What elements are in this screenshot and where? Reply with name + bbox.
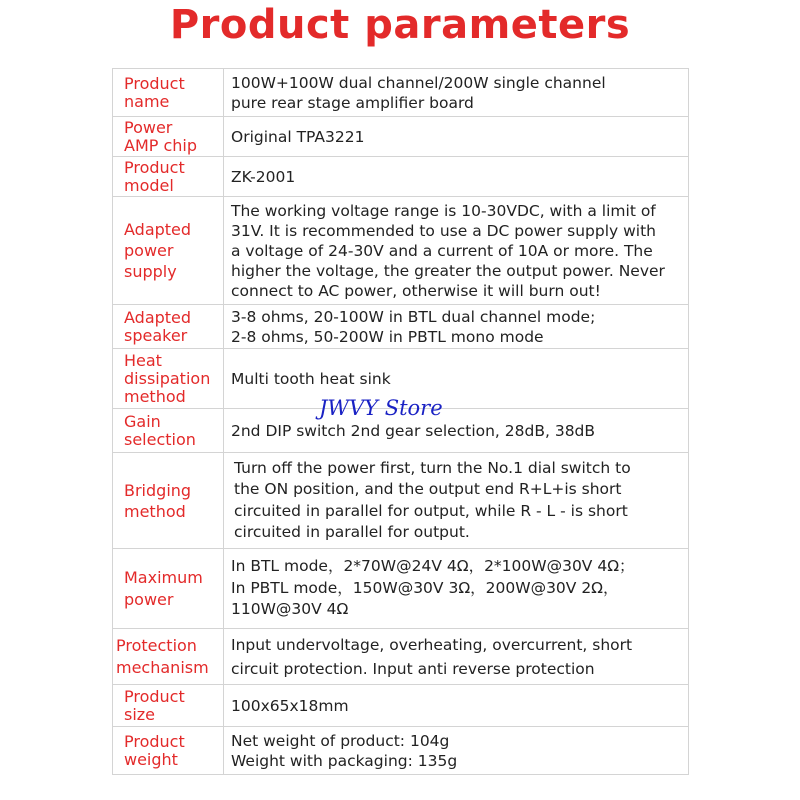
table-row	[113, 157, 689, 197]
product-name-label: Product name	[124, 73, 185, 111]
row-value-cell	[224, 629, 689, 685]
row-value-cell	[224, 409, 689, 453]
row-value-cell	[224, 727, 689, 775]
row-value-cell	[224, 197, 689, 305]
row-label-cell	[113, 69, 224, 117]
adapted-power-supply-value: The working voltage range is 10-30VDC, with a limit of 31V. It is recommended to use a DC power supply with a voltage of 24-30V and a current of 10A or more. The higher the voltage, the greater the output power. Never connect to AC power, otherwise it will burn out!	[231, 201, 665, 300]
product-weight-value: Net weight of product: 104g Weight with packaging: 135g	[231, 731, 458, 770]
gain-selection-value: 2nd DIP switch 2nd gear selection, 28dB, 38dB	[231, 421, 596, 440]
table-row	[113, 197, 689, 305]
table-row	[113, 117, 689, 157]
power-amp-chip-label: Power AMP chip	[124, 117, 198, 155]
row-value-cell	[224, 549, 689, 629]
heat-dissipation-value: Multi tooth heat sink	[231, 369, 391, 388]
product-name-value: 100W+100W dual channel/200W single channel pure rear stage amplifier board	[231, 73, 606, 112]
row-label-cell	[113, 349, 224, 409]
table-row	[113, 685, 689, 727]
row-label-cell	[113, 727, 224, 775]
protection-mechanism-value: Input undervoltage, overheating, overcurrent, short circuit protection. Input anti reverse protection	[231, 635, 633, 678]
row-value-cell	[224, 685, 689, 727]
row-value-cell	[224, 349, 689, 409]
table-row	[113, 629, 689, 685]
table-row	[113, 453, 689, 549]
product-model-value: ZK-2001	[231, 167, 296, 186]
product-size-value: 100x65x18mm	[231, 696, 349, 715]
product-weight-label: Product weight	[124, 731, 185, 769]
row-label-cell	[113, 117, 224, 157]
row-label-cell	[113, 549, 224, 629]
product-size-label: Product size	[124, 686, 185, 724]
maximum-power-value: In BTL mode，2*70W@24V 4Ω，2*100W@30V 4Ω； In PBTL mode，150W@30V 3Ω，200W@30V 2Ω， 110W@30V 4Ω	[231, 557, 635, 619]
table-row	[113, 305, 689, 349]
gain-selection-label: Gain selection	[124, 411, 196, 449]
parameters-table	[112, 68, 689, 775]
row-label-cell	[113, 453, 224, 549]
table-row	[113, 727, 689, 775]
adapted-speaker-value: 3-8 ohms, 20-100W in BTL dual channel mode; 2-8 ohms, 50-200W in PBTL mono mode	[231, 307, 596, 346]
row-label-cell	[113, 629, 224, 685]
bridging-method-label: Bridging method	[124, 480, 192, 521]
maximum-power-label: Maximum power	[124, 567, 203, 609]
row-label-cell	[113, 305, 224, 349]
row-label-cell	[113, 685, 224, 727]
protection-mechanism-label: Protection mechanism	[116, 635, 209, 677]
row-value-cell	[224, 69, 689, 117]
row-label-cell	[113, 409, 224, 453]
row-value-cell	[224, 453, 689, 549]
bridging-method-value: Turn off the power first, turn the No.1 dial switch to the ON position, and the output end R+L+is short circuited in parallel for output, while R - L - is short circuited in parallel for output.	[234, 458, 631, 541]
row-value-cell	[224, 157, 689, 197]
store-watermark: JWVY Store	[319, 396, 443, 420]
adapted-speaker-label: Adapted speaker	[124, 307, 192, 345]
product-model-label: Product model	[124, 157, 185, 195]
power-amp-chip-value: Original TPA3221	[231, 127, 365, 146]
row-label-cell	[113, 157, 224, 197]
row-value-cell	[224, 117, 689, 157]
table-row	[113, 549, 689, 629]
table-row	[113, 69, 689, 117]
row-value-cell	[224, 305, 689, 349]
adapted-power-supply-label: Adapted power supply	[124, 220, 192, 281]
page-title: Product parameters	[169, 2, 631, 48]
heat-dissipation-label: Heat dissipation method	[124, 350, 211, 406]
row-label-cell	[113, 197, 224, 305]
